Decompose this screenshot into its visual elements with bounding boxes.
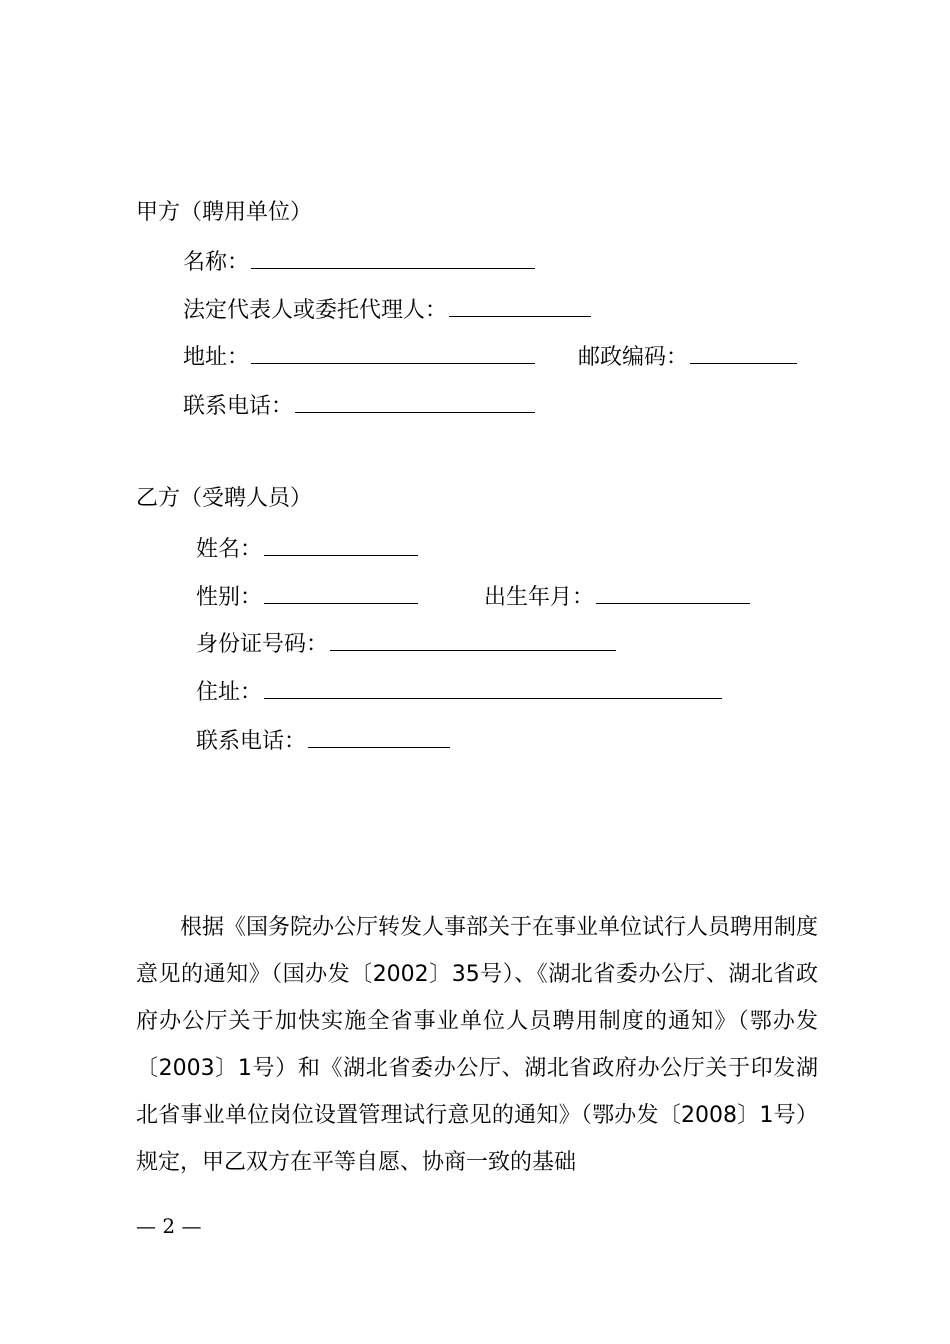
party-b-id-field[interactable]	[330, 628, 616, 651]
party-a-phone-row	[183, 390, 535, 422]
party-a-heading	[136, 198, 312, 228]
party-b-name-label: 姓名：	[196, 537, 263, 562]
party-b-id-label: 身份证号码：	[196, 632, 329, 657]
party-b-address-row	[196, 676, 722, 708]
party-b-heading	[136, 484, 312, 514]
party-a-postcode-field[interactable]	[690, 341, 797, 364]
party-b-gender-row	[196, 581, 418, 613]
party-b-gender-field[interactable]	[264, 581, 418, 604]
party-b-id-row	[196, 628, 616, 660]
party-b-name-row	[196, 533, 418, 565]
party-a-phone-field[interactable]	[295, 390, 535, 413]
party-b-phone-row	[196, 725, 450, 757]
party-b-address-field[interactable]	[264, 676, 722, 699]
party-b-birth-label: 出生年月：	[484, 585, 595, 610]
party-a-postcode-row	[578, 341, 797, 373]
party-a-address-label: 地址：	[183, 345, 250, 370]
party-a-name-field[interactable]	[251, 246, 535, 269]
party-b-birth-row	[484, 581, 750, 613]
page-number: — 2 —	[136, 1214, 202, 1238]
party-a-name-row	[183, 246, 535, 278]
party-b-name-field[interactable]	[264, 533, 418, 556]
party-b-address-label: 住址：	[196, 680, 263, 705]
party-b-gender-label: 性别：	[196, 585, 263, 610]
party-a-name-label: 名称：	[183, 250, 250, 275]
party-a-rep-row	[183, 294, 591, 326]
party-a-rep-field[interactable]	[449, 294, 591, 317]
party-a-phone-label: 联系电话：	[183, 394, 294, 419]
party-b-phone-label: 联系电话：	[196, 729, 307, 754]
party-b-heading-text: 乙方（受聘人员）	[136, 486, 313, 511]
party-a-rep-label: 法定代表人或委托代理人：	[183, 298, 448, 323]
party-a-postcode-label: 邮政编码：	[578, 345, 689, 370]
party-a-heading-text: 甲方（聘用单位）	[136, 200, 313, 225]
party-b-phone-field[interactable]	[308, 725, 450, 748]
party-b-birth-field[interactable]	[596, 581, 750, 604]
body-paragraph: 根据《国务院办公厅转发人事部关于在事业单位试行人员聘用制度意见的通知》（国办发〔2002〕35号）、《湖北省委办公厅、湖北省政府办公厅关于加快实施全省事业单位人员聘用制度的通知》（鄂办发〔2003〕1号）和《湖北省委办公厅、湖北省政府办公厅关于印发湖北省事业单位岗位设置管理试行意见的通知》（鄂办发〔2008〕1号）规定，甲乙双方在平等自愿、协商一致的基础	[136, 915, 819, 1175]
party-a-address-row	[183, 341, 535, 373]
party-a-address-field[interactable]	[251, 341, 535, 364]
